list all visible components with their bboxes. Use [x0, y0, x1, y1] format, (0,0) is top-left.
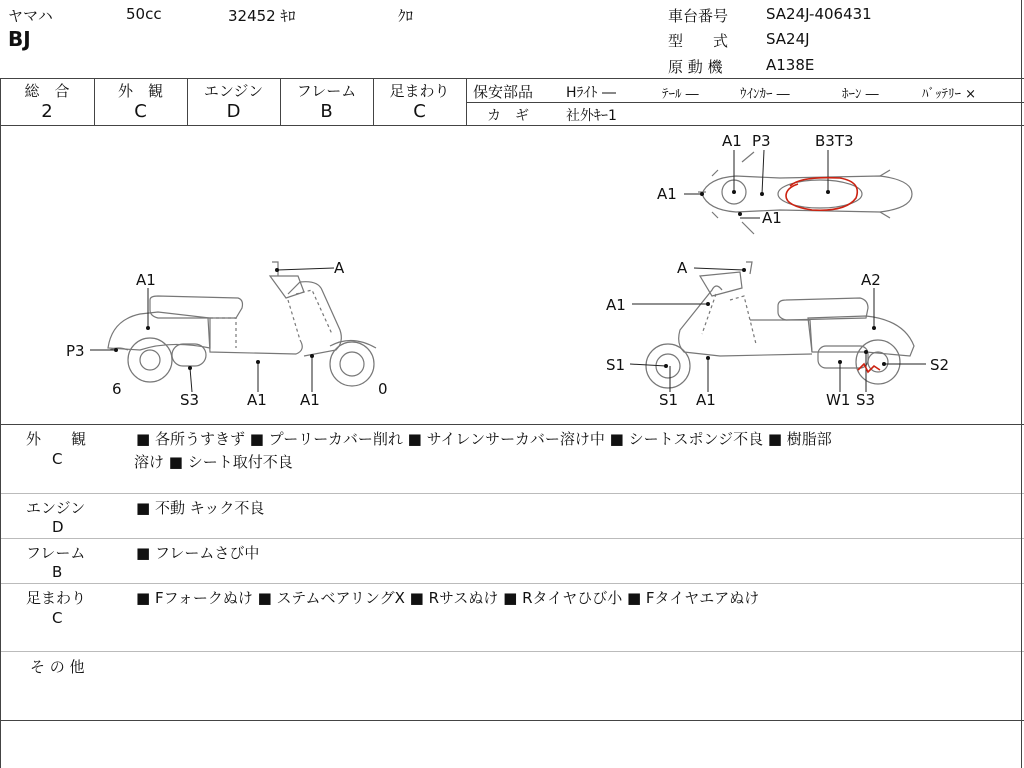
battery-status: ﾊﾞｯﾃﾘｰ × [922, 87, 977, 102]
overall-label: 総 合 [24, 82, 70, 100]
displacement: 50cc [126, 5, 162, 23]
label-right-a-handle: A [677, 259, 688, 277]
remark-frame-label: フレーム [26, 544, 86, 562]
type-label: 型 式 [668, 32, 729, 50]
label-left-s3: S3 [180, 391, 200, 409]
horn-status: ﾎｰﾝ ― [842, 87, 879, 102]
remark-frame-grade: B [52, 563, 63, 581]
remark-engine-grade: D [52, 518, 64, 536]
suspension-label: 足まわり [389, 82, 450, 100]
remark-exterior-grade: C [52, 450, 63, 468]
remark-suspension-grade: C [52, 609, 63, 627]
label-right-w1: W1 [826, 391, 851, 409]
divider [0, 78, 1024, 79]
model-name: BJ [8, 27, 31, 51]
remark-engine-text: ■ 不動 キック不良 [136, 499, 265, 517]
exterior-grade: C [134, 101, 147, 122]
color: ｸﾛ [398, 7, 414, 25]
remark-frame-text: ■ フレームさび中 [136, 544, 260, 562]
headlight-status: Hﾗｲﾄ ― [566, 85, 616, 101]
label-left-p3: P3 [66, 342, 85, 360]
label-right-s2: S2 [930, 356, 950, 374]
suspension-grade: C [413, 101, 426, 122]
label-left-six: 6 [112, 380, 122, 398]
label-right-s3: S3 [856, 391, 876, 409]
label-left-a1-b1: A1 [247, 391, 267, 409]
frame-no: SA24J-406431 [766, 5, 872, 23]
label-left-zero: 0 [378, 380, 388, 398]
engine-grade: D [226, 101, 241, 122]
label-right-s1-bottom: S1 [659, 391, 679, 409]
label-left-a-handle: A [334, 259, 345, 277]
remark-engine-label: エンジン [26, 499, 86, 517]
divider [466, 102, 1024, 103]
frame-no-label: 車台番号 [668, 7, 729, 25]
divider [0, 538, 1024, 539]
label-top-a1-left: A1 [657, 185, 677, 203]
divider [0, 651, 1024, 652]
remark-other-label: そ の 他 [30, 658, 85, 676]
divider [0, 493, 1024, 494]
engine-model-label: 原 動 機 [668, 58, 723, 76]
label-top-p3: P3 [752, 132, 771, 150]
remark-suspension-text: ■ Fフォークぬけ ■ ステムベアリングX ■ Rサスぬけ ■ Rタイヤひび小 ■ Fタイヤエアぬけ [136, 589, 760, 607]
label-top-b3t3: B3T3 [815, 132, 854, 150]
remark-exterior-line2: 溶け ■ シート取付不良 [134, 453, 293, 471]
label-left-a1-top: A1 [136, 271, 156, 289]
key-label: カ ギ [487, 108, 529, 124]
mileage: 32452 ｷﾛ [228, 7, 296, 25]
engine-label: エンジン [203, 82, 264, 100]
remark-suspension-label: 足まわり [26, 589, 87, 607]
label-left-a1-b2: A1 [300, 391, 320, 409]
remark-exterior-line1: ■ 各所うすきず ■ プーリーカバー削れ ■ サイレンサーカバー溶け中 ■ シートスポンジ不良 ■ 樹脂部 [136, 430, 832, 448]
frame-grade: B [320, 101, 333, 122]
remark-exterior-label: 外 観 [26, 430, 87, 448]
label-right-a2: A2 [861, 271, 881, 289]
maker: ヤマハ [8, 7, 53, 25]
divider [466, 78, 467, 125]
taillight-status: ﾃｰﾙ ― [662, 87, 699, 102]
type-value: SA24J [766, 30, 810, 48]
key-value: 社外ｷｰ1 [566, 108, 617, 124]
divider [0, 424, 1024, 425]
engine-model: A138E [766, 56, 815, 74]
scooter-top-view-icon [698, 152, 912, 234]
winker-status: ｳｲﾝｶｰ ― [740, 87, 790, 102]
damage-diagram [0, 126, 1022, 423]
exterior-label: 外 観 [117, 82, 163, 100]
label-top-a1-bottom: A1 [762, 209, 782, 227]
label-top-a1: A1 [722, 132, 742, 150]
safety-label: 保安部品 [473, 83, 534, 101]
label-right-a1: A1 [606, 296, 626, 314]
label-right-s1-left: S1 [606, 356, 626, 374]
divider [0, 583, 1024, 584]
overall-grade: 2 [41, 101, 53, 122]
frame-label: フレーム [296, 82, 357, 100]
label-right-a1-bottom: A1 [696, 391, 716, 409]
divider [0, 720, 1024, 721]
